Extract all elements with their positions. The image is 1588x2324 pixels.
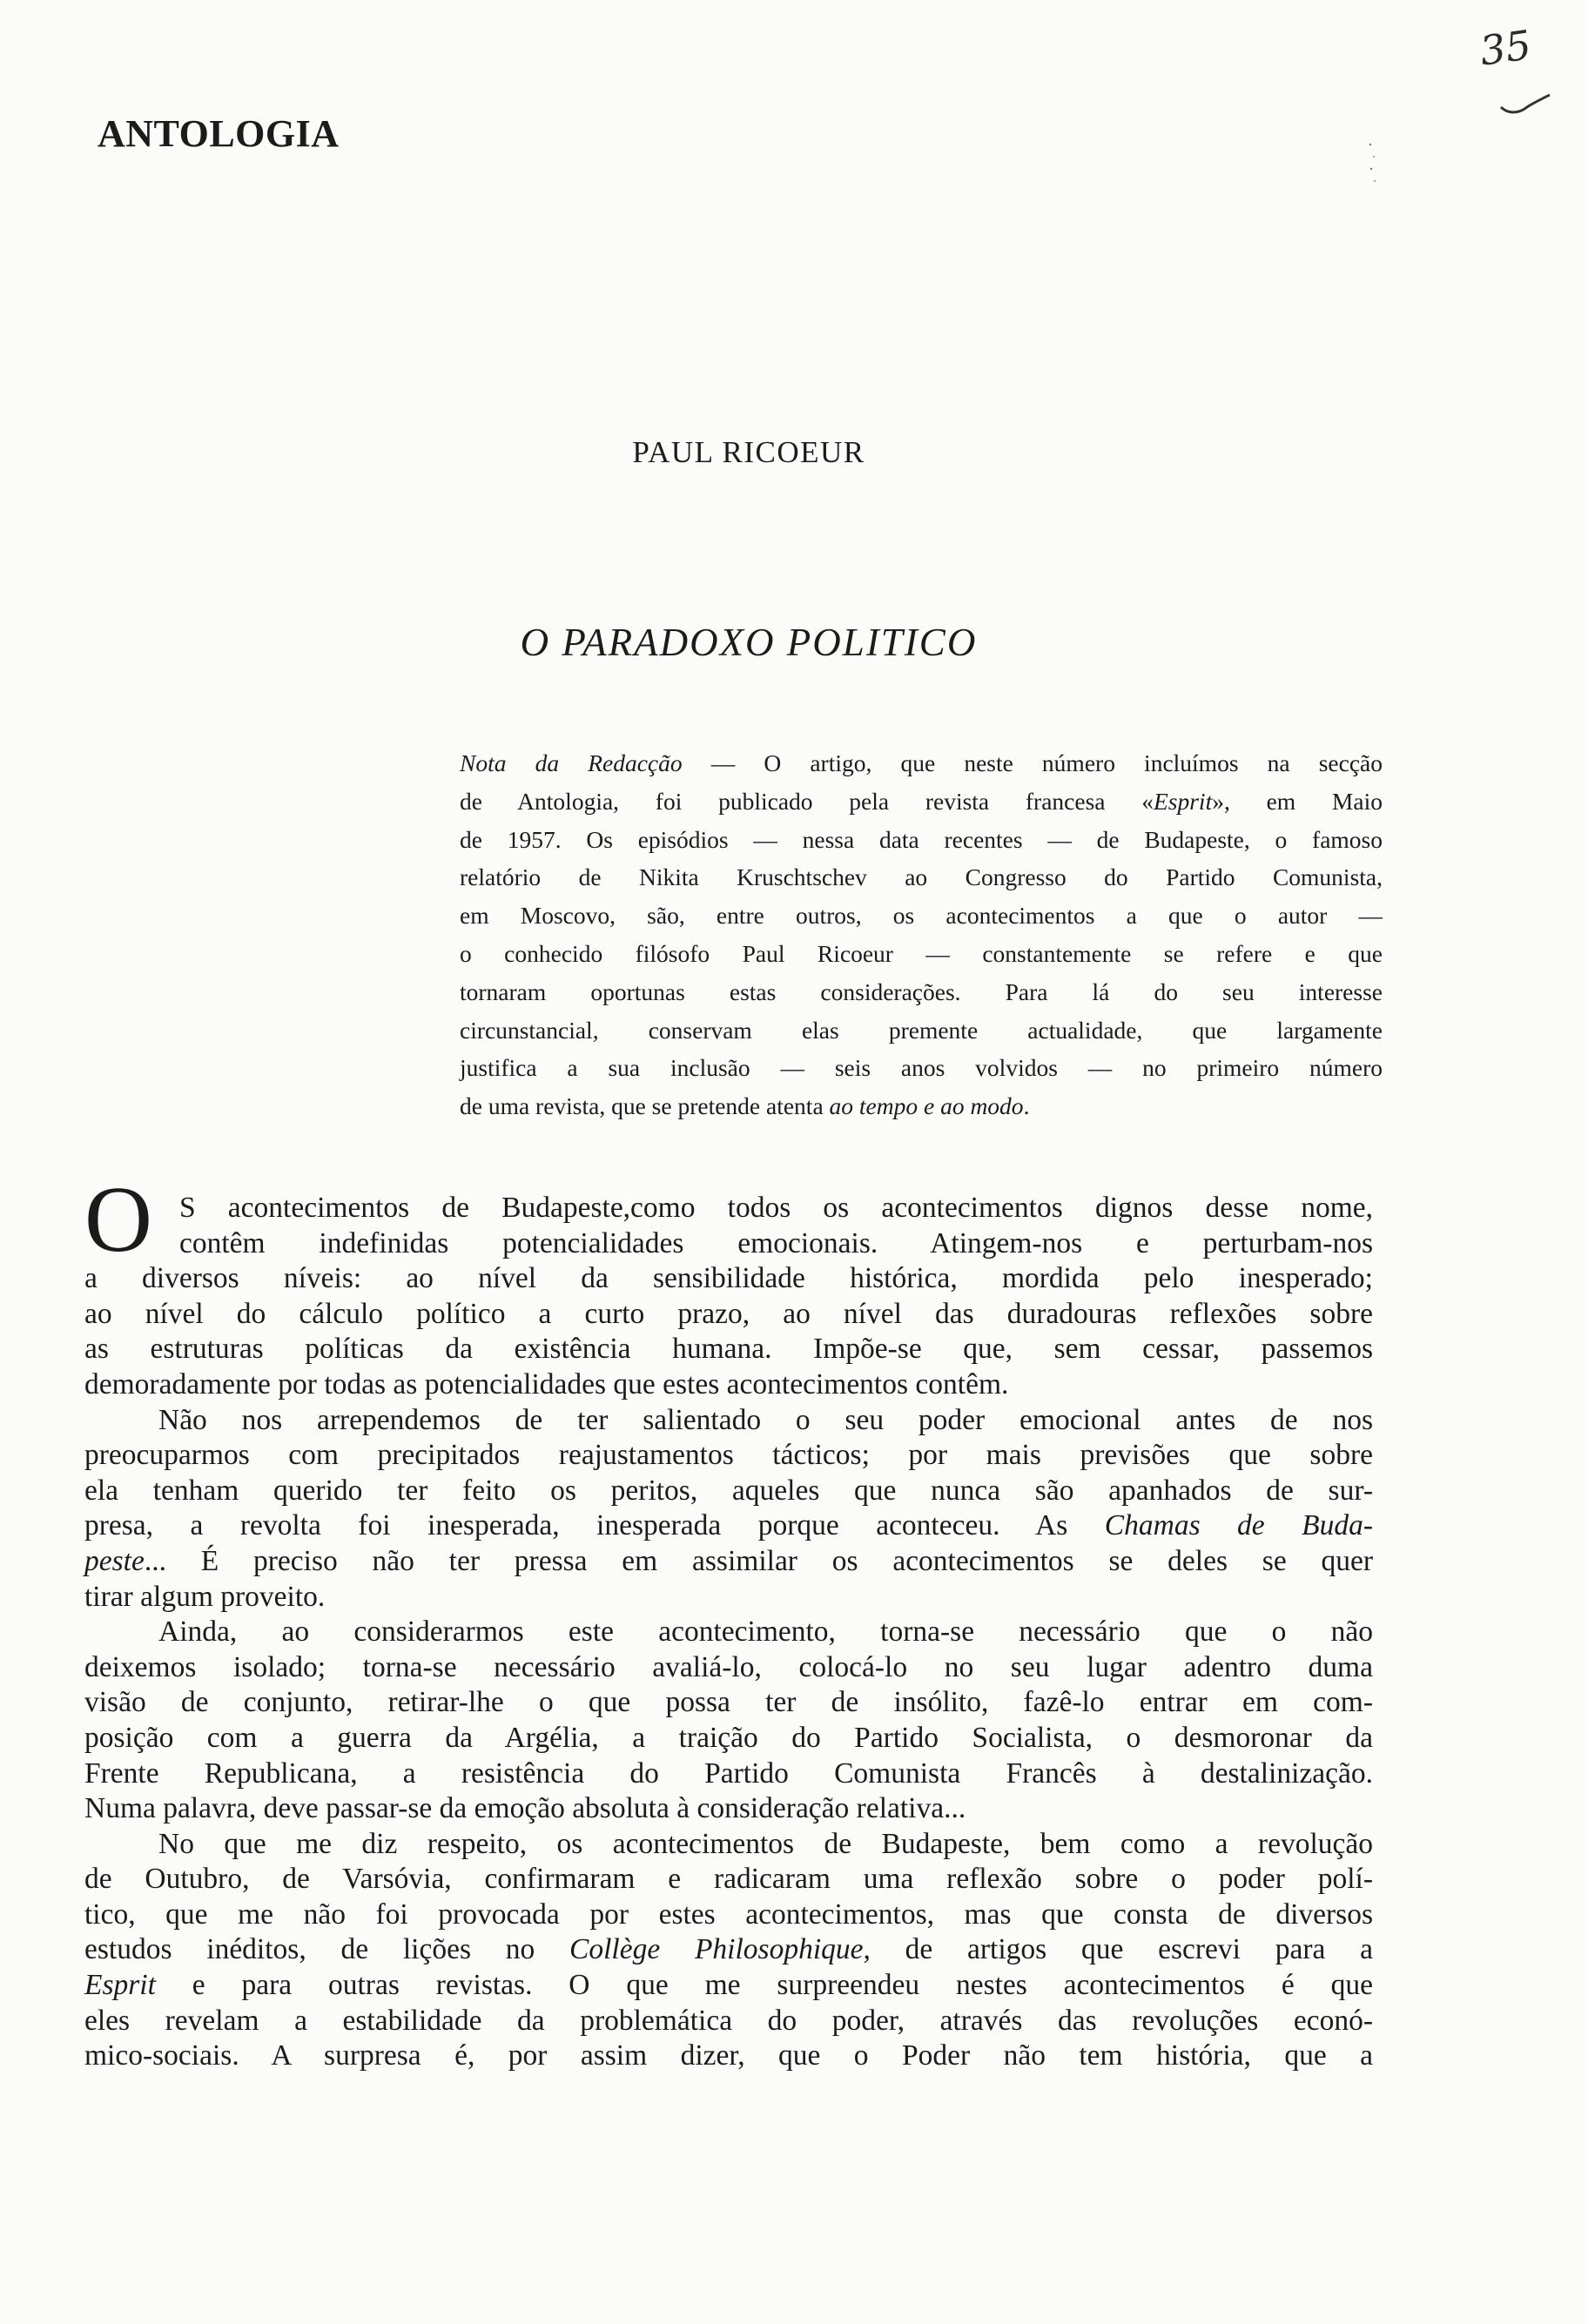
note-line: Nota da Redacção — O artigo, que neste número incluímos na secção [460, 749, 1383, 776]
note-line: justifica a sua inclusão — seis anos volvidos — no primeiro número [460, 1054, 1383, 1082]
note-line: relatório de Nikita Kruschtschev ao Congresso do Partido Comunista, [460, 863, 1383, 891]
body-line: No que me diz respeito, os acontecimentos de Budapeste, bem como a revolução [158, 1827, 1373, 1860]
page-number: 35 [1477, 21, 1535, 75]
handwritten-mark [1497, 91, 1558, 118]
body-line: presa, a revolta foi inesperada, inesperada porque aconteceu. As Chamas de Buda- [84, 1509, 1374, 1542]
article-title: O PARADOXO POLITICO [520, 621, 978, 664]
note-line: de 1957. Os episódios — nessa data recentes — de Budapeste, o famoso [460, 825, 1383, 853]
note-line: circunstancial, conservam elas premente actualidade, que largamente [460, 1016, 1383, 1044]
body-line: visão de conjunto, retirar-lhe o que possa ter de insólito, fazê-lo entrar em com- [84, 1686, 1373, 1719]
note-line: em Moscovo, são, entre outros, os acontecimentos a que o autor — [460, 902, 1383, 930]
body-line: tico, que me não foi provocada por estes acontecimentos, mas que consta de diversos [84, 1897, 1373, 1931]
body-line: estudos inéditos, de lições no Collège Philosophique, de artigos que escrevi para a [84, 1933, 1373, 1966]
body-line: Não nos arrependemos de ter salientado o seu poder emocional antes de nos [158, 1403, 1373, 1436]
drop-cap: O [84, 1168, 152, 1272]
body-line: S acontecimentos de Budapeste,como todos os acontecimentos dignos desse nome, [179, 1192, 1373, 1224]
author-name: PAUL RICOEUR [632, 435, 865, 469]
note-line: o conhecido filósofo Paul Ricoeur — constantemente se refere e que [460, 939, 1383, 967]
body-line: deixemos isolado; torna-se necessário avaliá-lo, colocá-lo no seu lugar adentro duma [84, 1650, 1373, 1683]
editorial-note [460, 744, 1383, 1125]
note-line: de Antologia, foi publicado pela revista francesa «Esprit», em Maio [460, 787, 1383, 815]
body-line: mico-sociais. A surpresa é, por assim dizer, que o Poder não tem história, que a [84, 2039, 1373, 2072]
body-line: Frente Republicana, a resistência do Partido Comunista Francês à destalinização. [84, 1756, 1373, 1790]
body-line: Ainda, ao considerarmos este acontecimento, torna-se necessário que o não [158, 1615, 1373, 1649]
body-line: peste... É preciso não ter pressa em assimilar os acontecimentos se deles se quer [84, 1544, 1373, 1577]
body-line: eles revelam a estabilidade da problemática do poder, através das revoluções econó- [84, 2004, 1373, 2037]
body-line: demoradamente por todas as potencialidades que estes acontecimentos contêm. [84, 1367, 1009, 1400]
body-line: as estruturas políticas da existência humana. Impõe-se que, sem cessar, passemos [84, 1333, 1373, 1366]
paper-specks [1367, 139, 1384, 191]
body-line: Numa palavra, deve passar-se da emoção absoluta à consideração relativa... [84, 1792, 966, 1825]
body-line: ela tenham querido ter feito os peritos, aqueles que nunca são apanhados de sur- [84, 1474, 1373, 1507]
body-line: preocuparmos com precipitados reajustamentos tácticos; por mais previsões que sobre [84, 1439, 1373, 1472]
article-body [84, 1191, 1373, 2074]
note-line: de uma revista, que se pretende atenta ao tempo e ao modo. [460, 1092, 1030, 1120]
body-line: a diversos níveis: ao nível da sensibilidade histórica, mordida pelo inesperado; [84, 1262, 1373, 1295]
body-line: Esprit e para outras revistas. O que me surpreendeu nestes acontecimentos é que [84, 1969, 1373, 2002]
body-line: tirar algum proveito. [84, 1580, 326, 1613]
note-line: tornaram oportunas estas considerações. Para lá do seu interesse [460, 977, 1383, 1005]
body-line: de Outubro, de Varsóvia, confirmaram e radicaram uma reflexão sobre o poder polí- [84, 1863, 1373, 1896]
body-line: ao nível do cálculo político a curto prazo, ao nível das duradouras reflexões sobre [84, 1297, 1373, 1330]
section-heading: ANTOLOGIA [98, 112, 340, 155]
body-line: posição com a guerra da Argélia, a traição do Partido Socialista, o desmoronar da [84, 1721, 1373, 1754]
body-line: contêm indefinidas potencialidades emocionais. Atingem-nos e perturbam-nos [179, 1226, 1373, 1259]
